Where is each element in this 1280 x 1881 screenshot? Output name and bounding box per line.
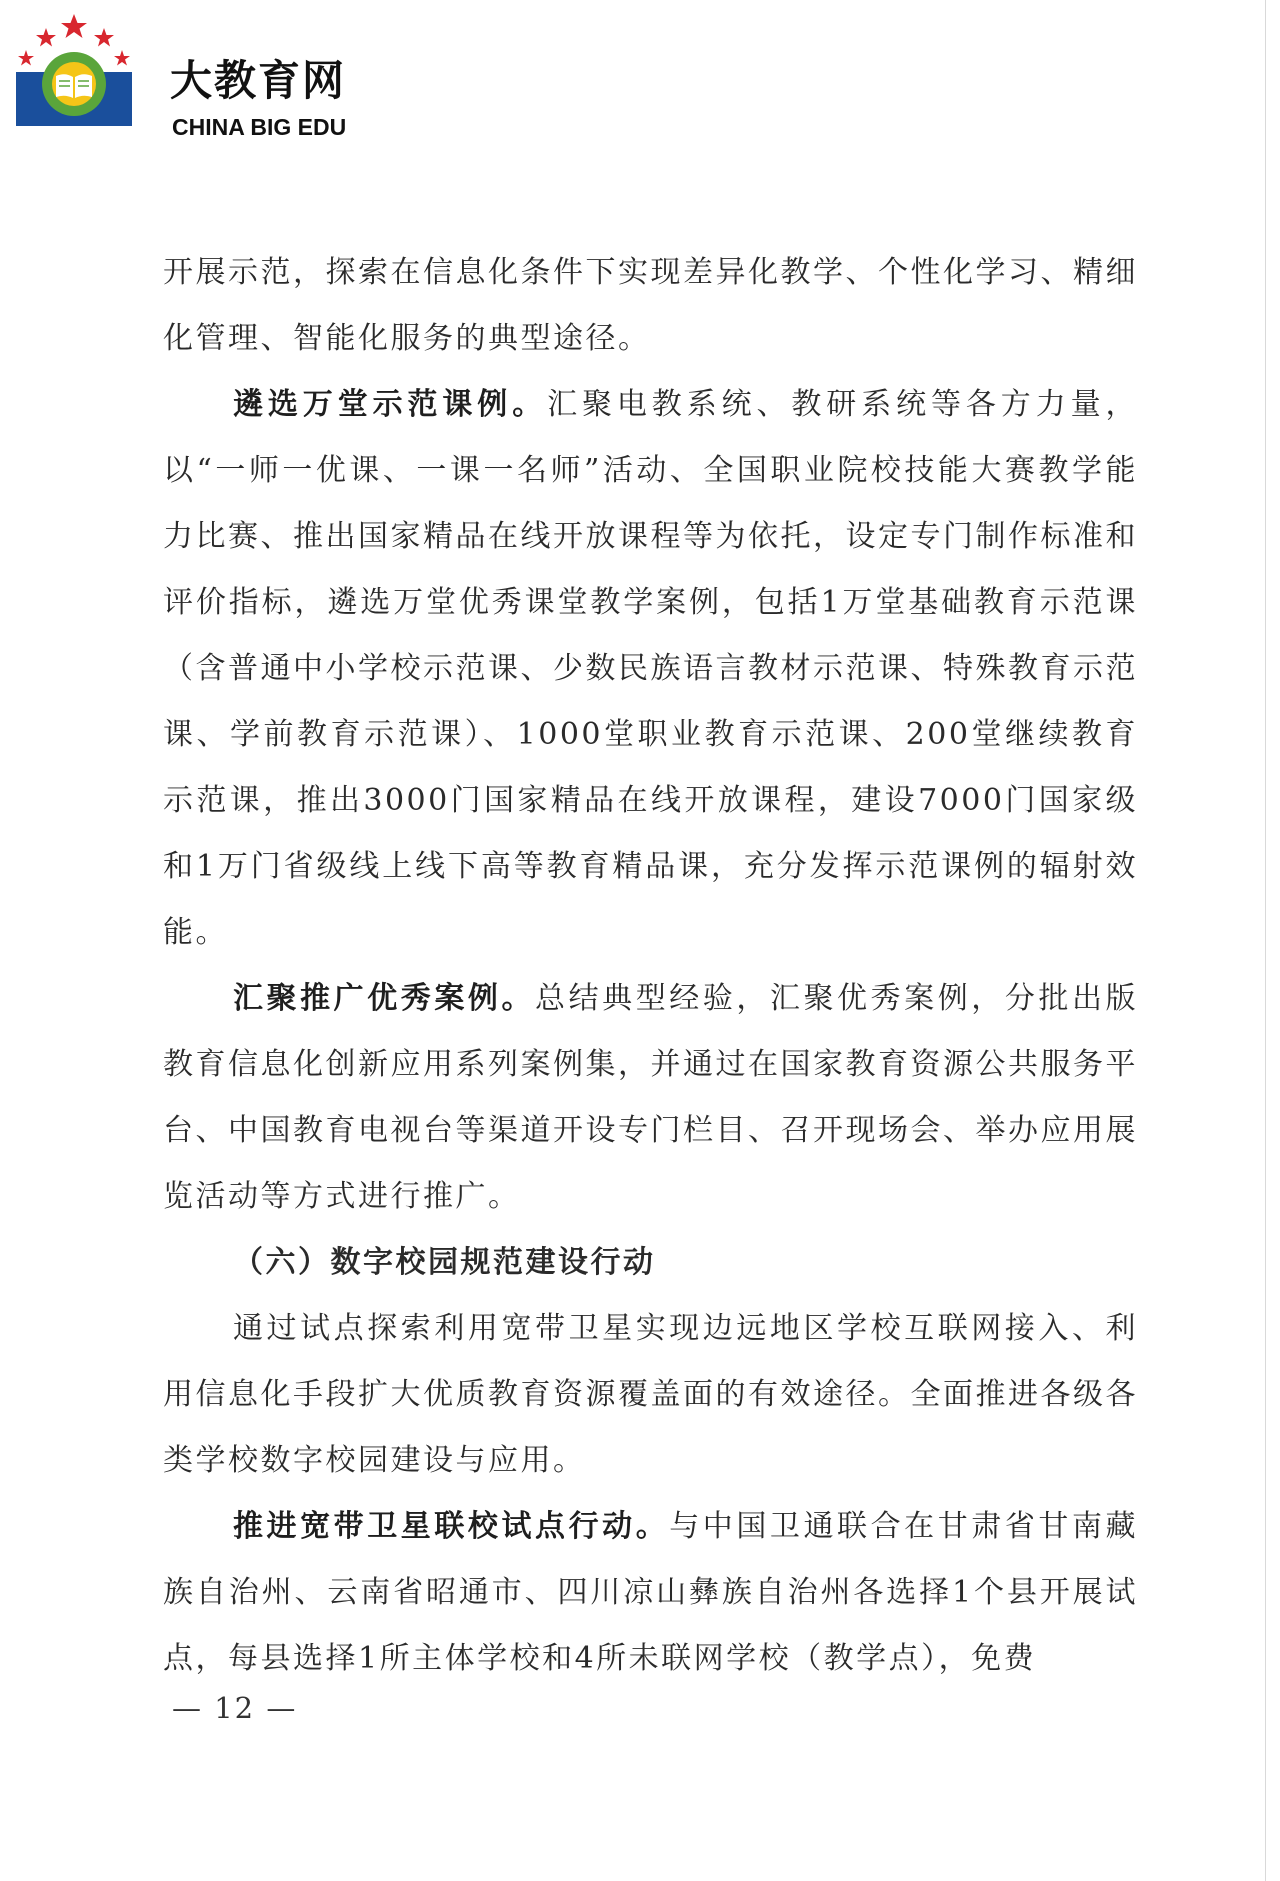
section-heading: （六）数字校园规范建设行动 [233, 1245, 656, 1280]
paragraph-text: 总结典型经验，汇聚优秀案例，分批出版教育信息化创新应用系列案例集，并通过在国家教育资源公共服务平台、中国教育电视台等渠道开设专门栏目、召开现场会、举办应用展览活动等方式进行推广。 [163, 981, 1139, 1214]
logo-star-icon [94, 28, 114, 47]
logo-star-icon [61, 14, 87, 38]
logo-star-icon [114, 50, 130, 66]
logo-name-cn: 大教育网 [170, 56, 347, 105]
site-logo [16, 14, 396, 140]
logo-star-icon [18, 50, 34, 66]
document-body [163, 240, 1138, 1692]
paragraph-lead: 推进宽带卫星联校试点行动。 [233, 1509, 670, 1544]
paragraph-1 [163, 240, 1138, 372]
paragraph-text: 通过试点探索利用宽带卫星实现边远地区学校互联网接入、利用信息化手段扩大优质教育资源覆盖面的有效途径。全面推进各级各类学校数字校园建设与应用。 [163, 1311, 1138, 1478]
logo-name-en: CHINA BIG EDU [172, 114, 347, 140]
logo-star-icon [36, 28, 56, 47]
paragraph-text: 开展示范，探索在信息化条件下实现差异化教学、个性化学习、精细化管理、智能化服务的典型途径。 [163, 255, 1138, 356]
paragraph-5 [163, 1494, 1138, 1692]
page-number: — 12 — [172, 1691, 298, 1725]
paragraph-2 [163, 372, 1138, 966]
paragraph-lead: 遴选万堂示范课例。 [233, 387, 548, 422]
paragraph-text: 与中国卫通联合在甘肃省甘南藏族自治州、云南省昭通市、四川凉山彝族自治州各选择1个县开展试点，每县选择1所主体学校和4所未联网学校（教学点），免费 [163, 1509, 1138, 1676]
paragraph-4 [163, 1296, 1138, 1494]
logo-emblem-icon [16, 14, 146, 136]
paragraph-lead: 汇聚推广优秀案例。 [233, 981, 536, 1016]
paragraph-3 [163, 966, 1138, 1230]
scan-edge-divider [1265, 0, 1266, 1881]
paragraph-text: 汇聚电教系统、教研系统等各方力量，以“一师一优课、一课一名师”活动、全国职业院校技能大赛教学能力比赛、推出国家精品在线开放课程等为依托，设定专门制作标准和评价指标，遴选万堂优秀课堂教学案例，包括1万堂基础教育示范课（含普通中小学校示范课、少数民族语言教材示范课、特殊教育示范课、学前教育示范课）、1000堂职业教育示范课、200堂继续教育示范课，推出3000门国家精品在线开放课程，建设7000门国家级和1万门省级线上线下高等教育精品课，充分发挥示范课例的辐射效能。 [163, 387, 1139, 950]
